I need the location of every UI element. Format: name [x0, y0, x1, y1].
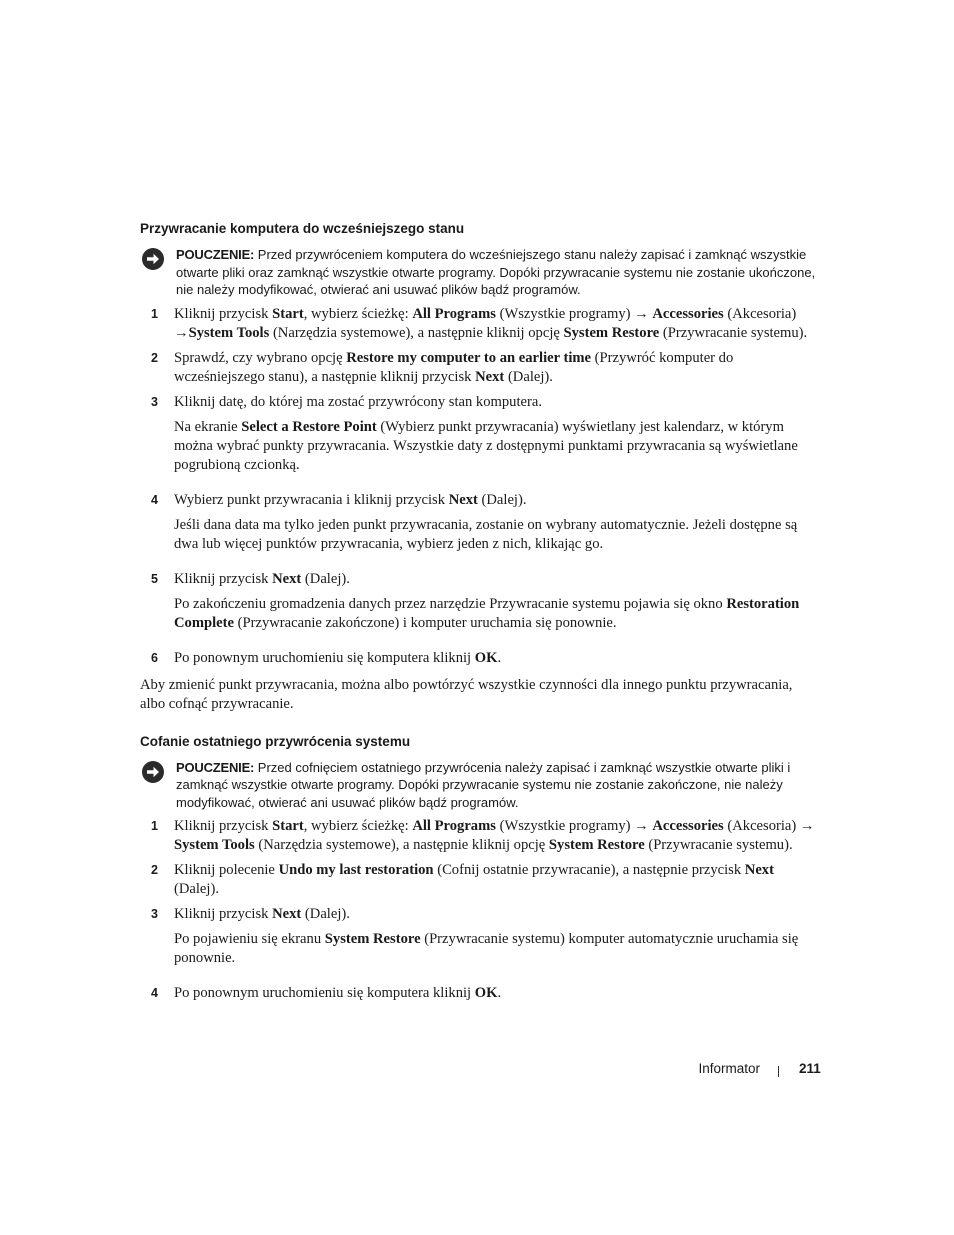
step-text: Wybierz punkt przywracania i kliknij przycisk Next (Dalej). [174, 491, 527, 508]
step-text: Kliknij przycisk Start, wybierz ścieżkę: All Programs (Wszystkie programy) → Accessories (Akcesoria) →System Tools (Narzędzia systemowe), a następnie kliknij opcję System Restore (Przywracanie systemu). [174, 305, 808, 341]
step-number: 4 [151, 492, 158, 507]
notice-text: Przed cofnięciem ostatniego przywrócenia należy zapisać i zamknąć wszystkie otwarte pliki i zamknąć wszystkie otwarte programy. Dopóki przywracanie systemu nie zostanie zakończone, nie należy modyfikować, otwierać ani usuwać plików bądź programów. [176, 759, 791, 810]
notice-box [140, 246, 816, 299]
step-text: Po ponownym uruchomieniu się komputera kliknij OK. [174, 649, 502, 666]
step-text: Sprawdź, czy wybrano opcję Restore my computer to an earlier time (Przywróć komputer do wcześniejszego stanu), a następnie kliknij przycisk Next (Dalej). [174, 349, 734, 385]
step-number: 1 [151, 819, 158, 833]
step-number: 2 [151, 350, 158, 365]
step-detail: Jeśli dana data ma tylko jeden punkt przywracania, zostanie on wybrany automatycznie. Jeżeli dostępne są dwa lub więcej punktów przywracania, wybierz jeden z nich, klikając go. [174, 516, 798, 552]
step-number: 2 [151, 863, 158, 877]
list-item [140, 349, 816, 387]
notice-text: Przed przywróceniem komputera do wcześniejszego stanu należy zapisać i zamknąć wszystkie otwarte pliki oraz zamknąć wszystkie otwarte programy. Dopóki przywracanie systemu nie zostanie ukończone, nie należy modyfikować, otwierać ani usuwać plików bądź programów. [176, 247, 816, 297]
step-number: 3 [151, 907, 158, 921]
step-number: 1 [151, 306, 158, 321]
arrow-circle-icon [141, 247, 165, 271]
step-detail: Po zakończeniu gromadzenia danych przez narzędzie Przywracanie systemu pojawia się okno Restoration Complete (Przywracanie zakończone) i komputer uruchamia się ponownie. [174, 595, 800, 631]
closing-paragraph: Aby zmienić punkt przywracania, można albo powtórzyć wszystkie czynności dla innego punktu przywracania, albo cofnąć przywracanie. [140, 676, 793, 712]
list-item [140, 491, 816, 554]
list-item [140, 905, 816, 968]
list-item [140, 305, 816, 343]
page-number: 211 [799, 1061, 821, 1076]
notice-label: POUCZENIE: [176, 247, 255, 262]
list-item [140, 861, 816, 899]
step-list [140, 817, 816, 1003]
step-text: Kliknij przycisk Next (Dalej). [174, 906, 350, 922]
list-item [140, 649, 816, 668]
arrow-circle-icon [141, 760, 165, 784]
notice-label: POUCZENIE: [176, 759, 255, 775]
notice-box [140, 759, 816, 812]
footer-divider [778, 1066, 779, 1077]
footer-section-title: Informator [698, 1061, 760, 1076]
step-text: Kliknij przycisk Next (Dalej). [174, 570, 350, 587]
step-number: 4 [151, 986, 158, 1000]
step-list [140, 305, 816, 668]
section-heading-restore: Przywracanie komputera do wcześniejszego stanu [140, 221, 465, 236]
section-heading-undo: Cofanie ostatniego przywrócenia systemu [140, 733, 411, 749]
list-item [140, 817, 816, 855]
step-text: Kliknij datę, do której ma zostać przywrócony stan komputera. [174, 393, 542, 410]
list-item [140, 393, 816, 475]
step-detail: Na ekranie Select a Restore Point (Wybierz punkt przywracania) wyświetlany jest kalendarz, w którym można wybrać punkty przywracania. Wszystkie daty z dostępnymi punktami przywracania są wyświetlane pogrubioną czcionką. [174, 418, 798, 473]
step-text: Kliknij przycisk Start, wybierz ścieżkę: All Programs (Wszystkie programy) → Accessories (Akcesoria) → System Tools (Narzędzia systemowe), a następnie kliknij opcję System Restore (Przywracanie systemu). [174, 818, 815, 853]
page-content [140, 219, 816, 1003]
step-number: 3 [151, 394, 158, 409]
page-footer [0, 1061, 954, 1081]
step-number: 6 [151, 650, 158, 665]
list-item [140, 570, 816, 633]
step-text: Kliknij polecenie Undo my last restoration (Cofnij ostatnie przywracanie), a następnie przycisk Next (Dalej). [174, 862, 774, 897]
step-detail: Po pojawieniu się ekranu System Restore (Przywracanie systemu) komputer automatycznie uruchamia się ponownie. [174, 931, 799, 966]
list-item [140, 984, 816, 1003]
step-text: Po ponownym uruchomieniu się komputera kliknij OK. [174, 985, 502, 1001]
step-number: 5 [151, 571, 158, 586]
